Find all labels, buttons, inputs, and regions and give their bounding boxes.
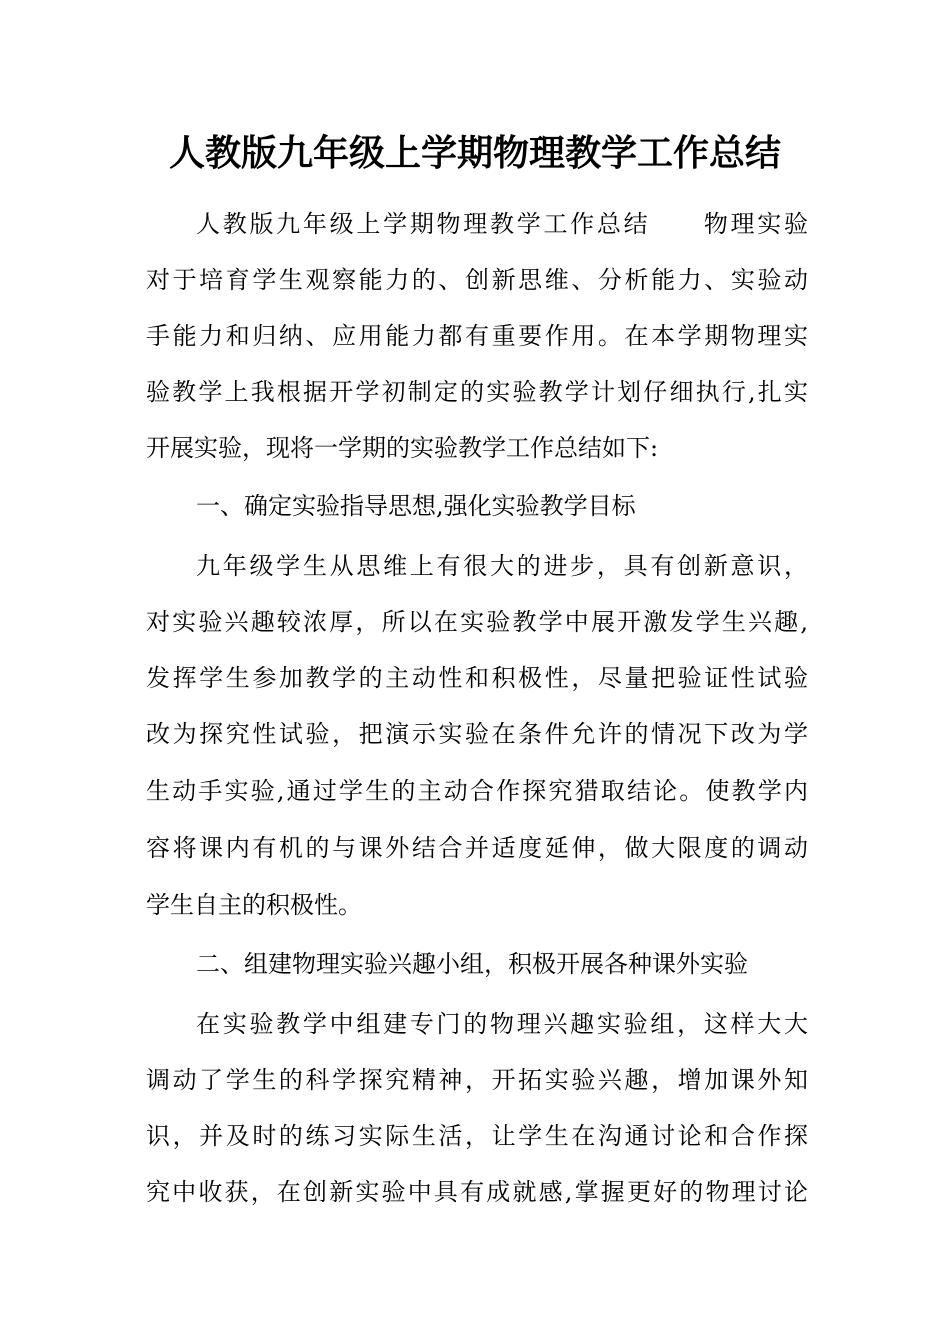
paragraph-line: 改为探究性试验，把演示实验在条件允许的情况下改为学 bbox=[146, 720, 808, 748]
paragraph-line: 对于培育学生观察能力的、创新思维、分析能力、实验动 bbox=[146, 266, 808, 294]
paragraph-line: 手能力和归纳、应用能力都有重要作用。在本学期物理实 bbox=[146, 322, 808, 350]
section-heading: 二、组建物理实验兴趣小组，积极开展各种课外实验 bbox=[196, 950, 748, 978]
document-title: 人教版九年级上学期物理教学工作总结 bbox=[168, 132, 781, 174]
paragraph-line: 九年级学生从思维上有很大的进步，具有创新意识， bbox=[196, 552, 808, 580]
paragraph-line: 在实验教学中组建专门的物理兴趣实验组，这样大大 bbox=[196, 1010, 808, 1038]
paragraph-line: 开展实验，现将一学期的实验教学工作总结如下: bbox=[146, 434, 659, 462]
section-heading: 一、确定实验指导思想,强化实验教学目标 bbox=[196, 492, 636, 520]
paragraph-line: 对实验兴趣较浓厚，所以在实验教学中展开激发学生兴趣, bbox=[146, 608, 808, 636]
paragraph-line: 究中收获，在创新实验中具有成就感,掌握更好的物理讨论 bbox=[146, 1178, 808, 1206]
paragraph-line: 容将课内有机的与课外结合并适度延伸，做大限度的调动 bbox=[146, 834, 808, 862]
paragraph-line: 调动了学生的科学探究精神，开拓实验兴趣，增加课外知 bbox=[146, 1066, 808, 1094]
paragraph-line: 人教版九年级上学期物理教学工作总结 物理实验 bbox=[196, 210, 808, 238]
paragraph-line: 发挥学生参加教学的主动性和积极性，尽量把验证性试验 bbox=[146, 664, 808, 692]
paragraph-line: 识，并及时的练习实际生活，让学生在沟通讨论和合作探 bbox=[146, 1122, 808, 1150]
paragraph-line: 生动手实验,通过学生的主动合作探究猎取结论。使教学内 bbox=[146, 777, 808, 805]
paragraph-line: 验教学上我根据开学初制定的实验教学计划仔细执行,扎实 bbox=[146, 378, 808, 406]
paragraph-line: 学生自主的积极性。 bbox=[146, 891, 362, 919]
